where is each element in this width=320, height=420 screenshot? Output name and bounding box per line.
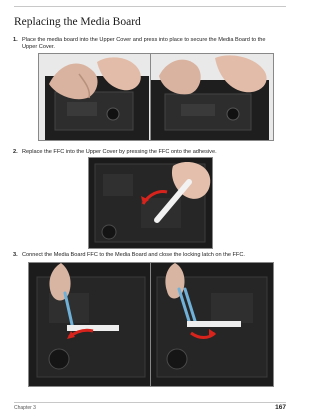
step-3-text: Connect the Media Board FFC to the Media Board and close the locking latch on the FFC. (22, 252, 245, 258)
step-1-photo-left (38, 53, 151, 141)
footer-chapter: Chapter 3 (14, 405, 36, 411)
page-title: Replacing the Media Board (14, 16, 141, 28)
step-2-photo (88, 157, 213, 249)
step-1 (13, 37, 280, 51)
step-1-photo-right (150, 53, 274, 141)
step-3-number: 3. (13, 252, 18, 258)
header-rule (14, 6, 286, 7)
step-2 (13, 149, 280, 156)
step-3-photo-right (150, 262, 274, 387)
step-1-text: Place the media board into the Upper Cover and press into place to secure the Media Board to the Upper Cover. (22, 37, 266, 50)
footer-rule (14, 402, 286, 403)
step-2-text: Replace the FFC into the Upper Cover by pressing the FFC onto the adhesive. (22, 149, 217, 155)
step-1-number: 1. (13, 37, 18, 43)
step-3-photo-left (28, 262, 151, 387)
step-3 (13, 252, 280, 259)
step-2-number: 2. (13, 149, 18, 155)
page-number: 167 (275, 404, 286, 411)
